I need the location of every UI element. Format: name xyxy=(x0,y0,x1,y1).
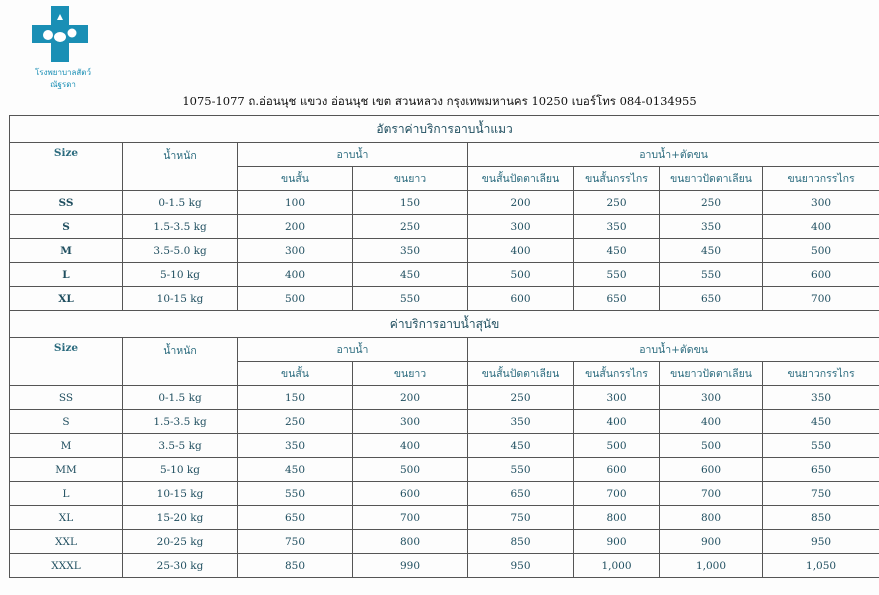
size-cell: S xyxy=(10,410,123,434)
price-cell: 600 xyxy=(660,458,763,482)
logo-name-line2: ณัฐรดา xyxy=(50,80,76,89)
price-cell: 200 xyxy=(238,215,353,239)
price-cell: 250 xyxy=(238,410,353,434)
price-cell: 900 xyxy=(660,530,763,554)
price-cell: 550 xyxy=(468,458,574,482)
price-cell: 800 xyxy=(353,530,468,554)
logo-name-line1: โรงพยาบาลสัตว์ xyxy=(35,68,91,77)
price-cell: 800 xyxy=(660,506,763,530)
size-header: Size xyxy=(10,338,123,386)
price-cell: 350 xyxy=(763,386,879,410)
price-cell: 850 xyxy=(468,530,574,554)
table-row xyxy=(10,215,879,239)
short-hair-header: ขนสั้น xyxy=(238,362,353,386)
price-cell: 400 xyxy=(574,410,660,434)
size-cell: L xyxy=(10,482,123,506)
table-row xyxy=(10,458,879,482)
price-cell: 700 xyxy=(574,482,660,506)
size-cell: M xyxy=(10,434,123,458)
price-cell: 300 xyxy=(353,410,468,434)
short-clipper-header: ขนสั้นปัดตาเลียน xyxy=(468,362,574,386)
weight-header: น้ำหนัก xyxy=(123,338,238,386)
table-row xyxy=(10,191,879,215)
clinic-address: 1075-1077 ถ.อ่อนนุช แขวง อ่อนนุช เขต สวนหลวง กรุงเทพมหานคร 10250 เบอร์โทร 084-0134955 xyxy=(182,94,697,108)
table-row xyxy=(10,410,879,434)
price-cell: 500 xyxy=(353,458,468,482)
price-cell: 400 xyxy=(468,239,574,263)
price-cell: 450 xyxy=(574,239,660,263)
price-cell: 450 xyxy=(763,410,879,434)
price-cell: 400 xyxy=(763,215,879,239)
table-row xyxy=(10,263,879,287)
price-cell: 650 xyxy=(660,287,763,311)
weight-cell: 1.5-3.5 kg xyxy=(123,410,238,434)
weight-cell: 25-30 kg xyxy=(123,554,238,578)
price-cell: 1,000 xyxy=(574,554,660,578)
price-cell: 350 xyxy=(660,215,763,239)
table-row xyxy=(10,287,879,311)
price-cell: 350 xyxy=(238,434,353,458)
price-cell: 990 xyxy=(353,554,468,578)
size-cell: XL xyxy=(10,506,123,530)
price-cell: 550 xyxy=(353,287,468,311)
price-cell: 300 xyxy=(574,386,660,410)
price-cell: 400 xyxy=(353,434,468,458)
short-scissor-header: ขนสั้นกรรไกร xyxy=(574,167,660,191)
price-cell: 550 xyxy=(238,482,353,506)
price-cell: 600 xyxy=(468,287,574,311)
price-cell: 900 xyxy=(574,530,660,554)
price-table xyxy=(9,115,879,578)
bath-trim-header: อาบน้ำ+ตัดขน xyxy=(468,338,879,362)
price-cell: 250 xyxy=(574,191,660,215)
short-clipper-header: ขนสั้นปัดตาเลียน xyxy=(468,167,574,191)
price-cell: 1,050 xyxy=(763,554,879,578)
table-row xyxy=(10,530,879,554)
price-cell: 500 xyxy=(574,434,660,458)
long-scissor-header: ขนยาวกรรไกร xyxy=(763,167,879,191)
price-cell: 850 xyxy=(763,506,879,530)
size-cell: XXXL xyxy=(10,554,123,578)
price-cell: 250 xyxy=(660,191,763,215)
weight-cell: 0-1.5 kg xyxy=(123,386,238,410)
price-cell: 750 xyxy=(763,482,879,506)
price-cell: 400 xyxy=(238,263,353,287)
size-cell: S xyxy=(10,215,123,239)
weight-cell: 3.5-5.0 kg xyxy=(123,239,238,263)
price-cell: 350 xyxy=(468,410,574,434)
price-cell: 500 xyxy=(660,434,763,458)
weight-cell: 5-10 kg xyxy=(123,263,238,287)
weight-header: น้ำหนัก xyxy=(123,143,238,191)
weight-cell: 10-15 kg xyxy=(123,482,238,506)
size-cell: XL xyxy=(10,287,123,311)
price-cell: 400 xyxy=(660,410,763,434)
price-cell: 250 xyxy=(468,386,574,410)
bath-trim-header: อาบน้ำ+ตัดขน xyxy=(468,143,879,167)
short-hair-header: ขนสั้น xyxy=(238,167,353,191)
bath-header: อาบน้ำ xyxy=(238,338,468,362)
price-cell: 850 xyxy=(238,554,353,578)
price-cell: 250 xyxy=(353,215,468,239)
price-cell: 500 xyxy=(468,263,574,287)
weight-cell: 10-15 kg xyxy=(123,287,238,311)
price-cell: 300 xyxy=(763,191,879,215)
price-cell: 750 xyxy=(468,506,574,530)
price-cell: 450 xyxy=(238,458,353,482)
long-hair-header: ขนยาว xyxy=(353,362,468,386)
weight-cell: 15-20 kg xyxy=(123,506,238,530)
price-cell: 450 xyxy=(353,263,468,287)
price-cell: 650 xyxy=(574,287,660,311)
size-cell: MM xyxy=(10,458,123,482)
price-cell: 150 xyxy=(238,386,353,410)
price-cell: 550 xyxy=(660,263,763,287)
weight-cell: 5-10 kg xyxy=(123,458,238,482)
weight-cell: 3.5-5 kg xyxy=(123,434,238,458)
price-cell: 300 xyxy=(660,386,763,410)
price-cell: 650 xyxy=(468,482,574,506)
price-cell: 500 xyxy=(763,239,879,263)
price-cell: 350 xyxy=(353,239,468,263)
price-cell: 650 xyxy=(238,506,353,530)
price-cell: 600 xyxy=(574,458,660,482)
table-row xyxy=(10,482,879,506)
weight-cell: 1.5-3.5 kg xyxy=(123,215,238,239)
price-cell: 700 xyxy=(660,482,763,506)
price-cell: 1,000 xyxy=(660,554,763,578)
table-row xyxy=(10,239,879,263)
price-cell: 950 xyxy=(468,554,574,578)
price-cell: 200 xyxy=(468,191,574,215)
size-cell: L xyxy=(10,263,123,287)
size-cell: SS xyxy=(10,386,123,410)
price-cell: 550 xyxy=(574,263,660,287)
price-cell: 300 xyxy=(238,239,353,263)
price-cell: 150 xyxy=(353,191,468,215)
table-row xyxy=(10,386,879,410)
price-cell: 500 xyxy=(238,287,353,311)
clinic-logo xyxy=(22,4,94,92)
price-cell: 200 xyxy=(353,386,468,410)
long-clipper-header: ขนยาวปัดตาเลียน xyxy=(660,362,763,386)
weight-cell: 20-25 kg xyxy=(123,530,238,554)
medical-cross-pets-icon xyxy=(32,6,88,62)
long-hair-header: ขนยาว xyxy=(353,167,468,191)
price-cell: 450 xyxy=(468,434,574,458)
price-cell: 550 xyxy=(763,434,879,458)
price-cell: 450 xyxy=(660,239,763,263)
long-scissor-header: ขนยาวกรรไกร xyxy=(763,362,879,386)
dog-table-title: ค่าบริการอาบน้ำสุนัข xyxy=(10,311,879,338)
bath-header: อาบน้ำ xyxy=(238,143,468,167)
size-cell: M xyxy=(10,239,123,263)
price-cell: 800 xyxy=(574,506,660,530)
price-cell: 350 xyxy=(574,215,660,239)
price-cell: 300 xyxy=(468,215,574,239)
price-cell: 650 xyxy=(763,458,879,482)
short-scissor-header: ขนสั้นกรรไกร xyxy=(574,362,660,386)
price-cell: 700 xyxy=(763,287,879,311)
cat-table-title: อัตราค่าบริการอาบน้ำแมว xyxy=(10,116,879,143)
table-row xyxy=(10,506,879,530)
price-cell: 750 xyxy=(238,530,353,554)
size-cell: SS xyxy=(10,191,123,215)
price-cell: 600 xyxy=(353,482,468,506)
table-row xyxy=(10,554,879,578)
long-clipper-header: ขนยาวปัดตาเลียน xyxy=(660,167,763,191)
size-cell: XXL xyxy=(10,530,123,554)
weight-cell: 0-1.5 kg xyxy=(123,191,238,215)
price-cell: 100 xyxy=(238,191,353,215)
table-row xyxy=(10,434,879,458)
price-cell: 600 xyxy=(763,263,879,287)
price-cell: 700 xyxy=(353,506,468,530)
size-header: Size xyxy=(10,143,123,191)
price-cell: 950 xyxy=(763,530,879,554)
